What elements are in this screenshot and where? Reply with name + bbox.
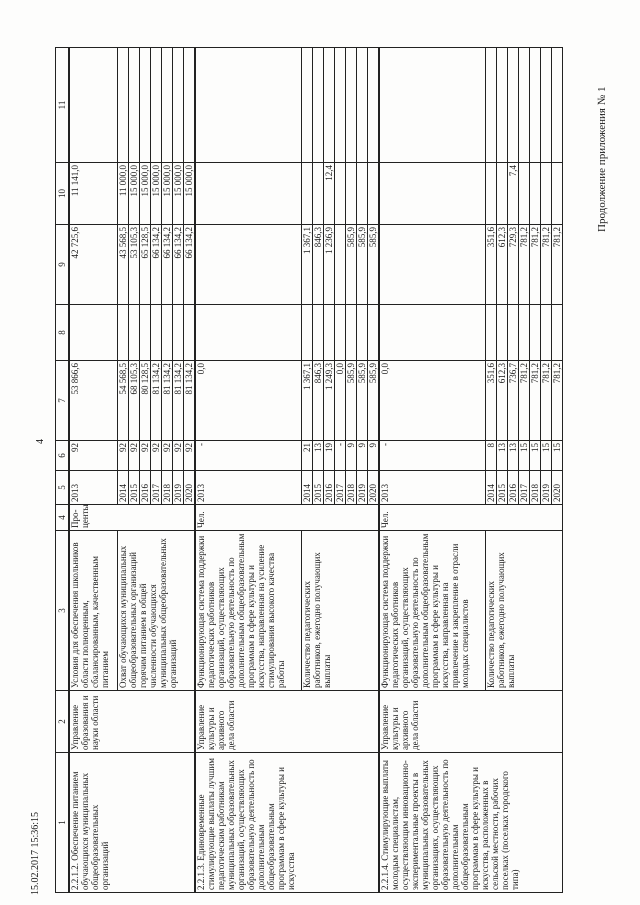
year: 2019 bbox=[541, 471, 552, 505]
indicator-value: 15 bbox=[552, 441, 563, 471]
indicator-value: - bbox=[335, 441, 346, 471]
local-funding bbox=[335, 163, 346, 225]
col-header: 3 bbox=[56, 531, 69, 691]
cell bbox=[129, 305, 140, 361]
regional-funding: 781,2 bbox=[530, 225, 541, 305]
total-funding: 0,0 bbox=[196, 361, 302, 441]
regional-funding: 781,2 bbox=[519, 225, 530, 305]
cell bbox=[335, 305, 346, 361]
cell bbox=[324, 48, 335, 163]
cell bbox=[346, 48, 357, 163]
cell bbox=[140, 48, 151, 163]
local-funding bbox=[486, 163, 497, 225]
year: 2016 bbox=[140, 471, 151, 505]
cell bbox=[302, 305, 313, 361]
cell bbox=[486, 48, 497, 163]
local-funding: 7,4 bbox=[508, 163, 519, 225]
regional-funding: 43 568,5 bbox=[118, 225, 129, 305]
cell bbox=[313, 48, 324, 163]
cell bbox=[368, 305, 379, 361]
year: 2018 bbox=[530, 471, 541, 505]
cell bbox=[486, 305, 497, 361]
cell bbox=[173, 305, 184, 361]
total-funding: 0,0 bbox=[335, 361, 346, 441]
year: 2020 bbox=[552, 471, 563, 505]
year: 2015 bbox=[497, 471, 508, 505]
local-funding bbox=[357, 163, 368, 225]
local-funding bbox=[519, 163, 530, 225]
regional-funding: 585,9 bbox=[346, 225, 357, 305]
total-funding: 54 568,5 bbox=[118, 361, 129, 441]
total-funding: 781,2 bbox=[541, 361, 552, 441]
measure-name: 2.2.1.2. Обеспечение питанием обучающихся муниципальных общеобразовательных организаций bbox=[70, 753, 195, 893]
indicator-value: 92 bbox=[70, 441, 118, 471]
indicator-description: Количество педагогических работников, ежегодно получающих выплаты bbox=[302, 531, 379, 691]
indicator-value: 92 bbox=[151, 441, 162, 471]
cell bbox=[508, 48, 519, 163]
column-number-row bbox=[56, 48, 69, 893]
indicator-value: - bbox=[380, 441, 486, 471]
cell bbox=[162, 48, 173, 163]
col-header: 10 bbox=[56, 163, 69, 225]
regional-funding: 53 105,3 bbox=[129, 225, 140, 305]
year: 2016 bbox=[324, 471, 335, 505]
appendix-label: Продолжение приложения № 1 bbox=[596, 86, 608, 232]
cell bbox=[552, 48, 563, 163]
total-funding: 1 249,3 bbox=[324, 361, 335, 441]
local-funding bbox=[552, 163, 563, 225]
cell bbox=[196, 305, 302, 361]
col-header: 5 bbox=[56, 471, 69, 505]
indicator-description: Количество педагогических работников, ежегодно получающих выплаты bbox=[486, 531, 563, 691]
indicator-description: Условия для обеспечения школьников области полноценным, сбалансированным, качественным питанием bbox=[70, 531, 118, 691]
total-funding: 585,9 bbox=[346, 361, 357, 441]
regional-funding: 66 134,2 bbox=[151, 225, 162, 305]
regional-funding: 585,9 bbox=[368, 225, 379, 305]
total-funding: 846,3 bbox=[313, 361, 324, 441]
total-funding: 585,9 bbox=[357, 361, 368, 441]
cell bbox=[530, 48, 541, 163]
regional-funding: 585,9 bbox=[357, 225, 368, 305]
cell bbox=[70, 48, 118, 163]
regional-funding: 1 236,9 bbox=[324, 225, 335, 305]
local-funding: 15 000,0 bbox=[140, 163, 151, 225]
total-funding: 53 866,6 bbox=[70, 361, 118, 441]
program-table bbox=[55, 47, 69, 893]
total-funding: 0,0 bbox=[380, 361, 486, 441]
year: 2018 bbox=[162, 471, 173, 505]
print-timestamp: 15.02.2017 15:36:15 bbox=[30, 811, 41, 895]
cell bbox=[335, 48, 346, 163]
indicator-value: 9 bbox=[346, 441, 357, 471]
year: 2020 bbox=[368, 471, 379, 505]
local-funding: 11 141,0 bbox=[70, 163, 118, 225]
indicator-value: 8 bbox=[486, 441, 497, 471]
cell bbox=[173, 48, 184, 163]
cell bbox=[184, 48, 195, 163]
cell bbox=[70, 305, 118, 361]
year: 2017 bbox=[151, 471, 162, 505]
indicator-description: Функционирующая система поддержки педагогических работников организаций, осуществляющих образовательную деятельность по дополнительным общеобразовательным программам в сфере культуры и искусства, направленная на усиление стимулирования высокого качества работы bbox=[196, 531, 302, 691]
regional-funding: 66 134,2 bbox=[173, 225, 184, 305]
section-3-table bbox=[379, 47, 563, 893]
local-funding: 15 000,0 bbox=[184, 163, 195, 225]
regional-funding: 66 134,2 bbox=[184, 225, 195, 305]
section-2-table bbox=[195, 47, 379, 893]
year: 2016 bbox=[508, 471, 519, 505]
indicator-value: - bbox=[196, 441, 302, 471]
cell bbox=[541, 305, 552, 361]
col-header: 11 bbox=[56, 48, 69, 163]
cell bbox=[508, 305, 519, 361]
year: 2020 bbox=[184, 471, 195, 505]
local-funding: 12,4 bbox=[324, 163, 335, 225]
total-funding: 612,3 bbox=[497, 361, 508, 441]
indicator-value: 92 bbox=[173, 441, 184, 471]
local-funding bbox=[530, 163, 541, 225]
cell bbox=[118, 48, 129, 163]
local-funding: 15 000,0 bbox=[173, 163, 184, 225]
cell bbox=[497, 48, 508, 163]
cell bbox=[324, 305, 335, 361]
indicator-value: 92 bbox=[162, 441, 173, 471]
indicator-value: 15 bbox=[541, 441, 552, 471]
cell bbox=[346, 305, 357, 361]
local-funding bbox=[313, 163, 324, 225]
year: 2018 bbox=[346, 471, 357, 505]
indicator-value: 92 bbox=[118, 441, 129, 471]
regional-funding: 65 128,5 bbox=[140, 225, 151, 305]
indicator-description: Функционирующая система поддержки педагогических работников организаций, осуществляющих образовательную деятельность по дополнительным общеобразовательным программам в сфере культуры и искусства, направленная на привлечение и закрепление в отрасли молодых специалистов bbox=[380, 531, 486, 691]
total-funding: 81 134,2 bbox=[173, 361, 184, 441]
indicator-value: 92 bbox=[140, 441, 151, 471]
col-header: 4 bbox=[56, 505, 69, 531]
year: 2014 bbox=[118, 471, 129, 505]
cell bbox=[519, 48, 530, 163]
local-funding bbox=[368, 163, 379, 225]
page-number: 4 bbox=[35, 439, 46, 444]
col-header: 1 bbox=[56, 753, 69, 893]
cell bbox=[118, 305, 129, 361]
executor: Управление культуры и архивного дела области bbox=[196, 691, 379, 753]
col-header: 8 bbox=[56, 305, 69, 361]
cell bbox=[357, 48, 368, 163]
cell bbox=[196, 163, 302, 225]
col-header: 6 bbox=[56, 441, 69, 471]
cell bbox=[313, 305, 324, 361]
local-funding: 15 000,0 bbox=[129, 163, 140, 225]
total-funding: 1 367,1 bbox=[302, 361, 313, 441]
cell bbox=[129, 48, 140, 163]
section-1-table bbox=[69, 47, 195, 893]
total-funding: 781,2 bbox=[519, 361, 530, 441]
year: 2019 bbox=[357, 471, 368, 505]
cell bbox=[196, 225, 302, 305]
regional-funding bbox=[335, 225, 346, 305]
local-funding bbox=[497, 163, 508, 225]
year: 2019 bbox=[173, 471, 184, 505]
total-funding: 736,7 bbox=[508, 361, 519, 441]
indicator-value: 13 bbox=[508, 441, 519, 471]
total-funding: 68 105,3 bbox=[129, 361, 140, 441]
unit: Про-центы bbox=[70, 505, 195, 531]
cell bbox=[368, 48, 379, 163]
cell bbox=[380, 163, 486, 225]
year: 2017 bbox=[519, 471, 530, 505]
col-header: 7 bbox=[56, 361, 69, 441]
cell bbox=[162, 305, 173, 361]
local-funding bbox=[302, 163, 313, 225]
regional-funding: 351,6 bbox=[486, 225, 497, 305]
year: 2013 bbox=[380, 471, 486, 505]
cell bbox=[380, 305, 486, 361]
total-funding: 781,2 bbox=[530, 361, 541, 441]
total-funding: 81 134,2 bbox=[162, 361, 173, 441]
measure-name: 2.2.1.3. Единовременные стимулирующие выплаты лучшим педагогическим работникам муниципальных образовательных организаций, осуществляющих образовательную деятельность по дополнительным общеобразовательным программам в сфере культуры и искусства bbox=[196, 753, 379, 893]
year: 2015 bbox=[129, 471, 140, 505]
regional-funding: 781,2 bbox=[541, 225, 552, 305]
rotated-table-wrapper bbox=[55, 48, 585, 893]
indicator-description: Охват обучающихся муниципальных общеобразовательных организаций горячим питанием в общей численности обучающихся муниципальных общеобразовательных организаций bbox=[118, 531, 195, 691]
year: 2017 bbox=[335, 471, 346, 505]
cell bbox=[357, 305, 368, 361]
cell bbox=[519, 305, 530, 361]
local-funding: 15 000,0 bbox=[151, 163, 162, 225]
indicator-value: 13 bbox=[313, 441, 324, 471]
cell bbox=[497, 305, 508, 361]
year: 2014 bbox=[302, 471, 313, 505]
indicator-value: 13 bbox=[497, 441, 508, 471]
regional-funding: 846,3 bbox=[313, 225, 324, 305]
regional-funding: 612,3 bbox=[497, 225, 508, 305]
local-funding: 15 000,0 bbox=[162, 163, 173, 225]
cell bbox=[302, 48, 313, 163]
year: 2015 bbox=[313, 471, 324, 505]
regional-funding: 66 134,2 bbox=[162, 225, 173, 305]
measure-name: 2.2.1.4. Стимулирующие выплаты молодым специалистам, осуществляющим инновационно-экспериментальные проекты в муниципальных образовательных организациях, осуществляющих образовательную деятельность по дополнительным общеобразовательным программам в сфере культуры и искусства, расположенных в сельской местности, рабочих поселках (поселках городского типа) bbox=[380, 753, 563, 893]
col-header: 2 bbox=[56, 691, 69, 753]
indicator-value: 15 bbox=[530, 441, 541, 471]
indicator-value: 92 bbox=[184, 441, 195, 471]
unit: Чел. bbox=[196, 505, 379, 531]
cell bbox=[530, 305, 541, 361]
regional-funding: 1 367,1 bbox=[302, 225, 313, 305]
total-funding: 351,6 bbox=[486, 361, 497, 441]
cell bbox=[380, 48, 486, 163]
local-funding bbox=[541, 163, 552, 225]
cell bbox=[140, 305, 151, 361]
cell bbox=[541, 48, 552, 163]
total-funding: 585,9 bbox=[368, 361, 379, 441]
cell bbox=[552, 305, 563, 361]
year: 2013 bbox=[70, 471, 118, 505]
year: 2014 bbox=[486, 471, 497, 505]
cell bbox=[196, 48, 302, 163]
total-funding: 81 134,2 bbox=[184, 361, 195, 441]
regional-funding: 729,3 bbox=[508, 225, 519, 305]
indicator-value: 19 bbox=[324, 441, 335, 471]
local-funding bbox=[346, 163, 357, 225]
executor: Управление культуры и архивного дела области bbox=[380, 691, 563, 753]
indicator-value: 9 bbox=[357, 441, 368, 471]
cell bbox=[151, 48, 162, 163]
regional-funding: 781,2 bbox=[552, 225, 563, 305]
executor: Управление образования и науки области bbox=[70, 691, 195, 753]
indicator-value: 92 bbox=[129, 441, 140, 471]
year: 2013 bbox=[196, 471, 302, 505]
indicator-value: 15 bbox=[519, 441, 530, 471]
unit: Чел. bbox=[380, 505, 563, 531]
cell bbox=[380, 225, 486, 305]
col-header: 9 bbox=[56, 225, 69, 305]
regional-funding: 42 725,6 bbox=[70, 225, 118, 305]
cell bbox=[184, 305, 195, 361]
indicator-value: 21 bbox=[302, 441, 313, 471]
local-funding: 11 000,0 bbox=[118, 163, 129, 225]
indicator-value: 9 bbox=[368, 441, 379, 471]
total-funding: 80 128,5 bbox=[140, 361, 151, 441]
total-funding: 781,2 bbox=[552, 361, 563, 441]
cell bbox=[151, 305, 162, 361]
total-funding: 81 134,2 bbox=[151, 361, 162, 441]
